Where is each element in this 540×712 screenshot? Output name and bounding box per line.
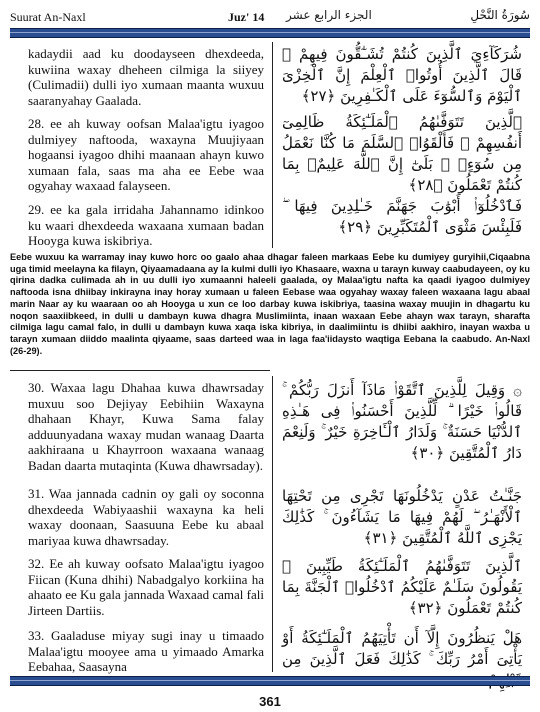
arabic-verse-33: هَلْ يَنظُرُونَ إِلَّآ أَن تَأْتِيَهُمُ ٱلْمَلَـٰٓئِكَةُ أَوْ يَأْتِىَ أَمْرُ رَبِّكَ ۚ كَذَٰلِكَ فَعَلَ ٱلَّذِينَ مِن (282, 629, 522, 668)
section-divider (10, 370, 270, 371)
arabic-verse-32: ٱلَّذِينَ تَتَوَفَّىٰهُمُ ٱلْمَلَـٰٓئِكَةُ طَيِّبِينَ ۙ يَقُولُونَ سَلَـٰمٌ عَلَيْكُمُ ٱدْخُلُوا۟ ٱلْجَنَّةَ بِمَا كُنتُمْ تَعْمَلُونَ ﴿٣٢﴾ (282, 557, 522, 617)
juz-label: Juz' 14 (228, 10, 265, 24)
surah-name-arabic: سُورَةُ النَّحْلِ (470, 8, 530, 22)
arabic-verse-27: شُرَكَآءِيَ ٱلَّذِينَ كُنتُمْ تُشَـٰٓقُّونَ فِيهِمْ ۚ قَالَ ٱلَّذِينَ أُوتُوا۟ ٱلْعِلْمَ إِنَّ ٱلْخِزْىَ ٱلْيَوْمَ وَٱلسُّوٓءَ عَلَى ٱلْكَـٰفِرِينَ ﴿٢٧﴾ (282, 45, 522, 105)
column-divider (272, 42, 273, 248)
translation-verse-33: 33. Gaaladuse miyay sugi inay u timaado Malaa'igtu mooyee ama u yimaado Amarka Eebahaa, Saasayna (28, 628, 264, 675)
surah-name: Suurat An-Naxl (10, 10, 86, 24)
translation-verse-29: 29. ee ka gala irridaha Jahannamo idinkoo ku waari dhexdeeda waxaana xumaan badan Hooyga kuwa iskibriya. (28, 202, 264, 249)
translation-verse-28: 28. ee ah kuway oofsan Malaa'igtu iyagoo dulmiyey naftooda, waxayna Muujiyaan hogaansi iyagoo dhihi maanaan ahayn kuwo xumaan fala, saas ma aha ee Eebe waa ogyahay waxaad falayseen. (28, 116, 264, 194)
page-number: 361 (259, 694, 281, 709)
column-divider (272, 376, 273, 672)
arabic-verse-28: ٱلَّذِينَ تَتَوَفَّىٰهُمُ ٱلْمَلَـٰٓئِكَةُ ظَالِمِىٓ أَنفُسِهِمْ ۖ فَأَلْقَوُا۟ ٱلسَّلَمَ مَا كُنَّا نَعْمَلُ مِن سُوٓءٍۭ ۚ بَلَىٰٓ إِنَّ ٱللَّهَ عَلِيمٌۢ بِمَا كُنتُمْ تَعْمَلُونَ ﴿٢٨﴾ (282, 113, 522, 194)
top-divider-bar (10, 28, 530, 38)
translation-verse-31: 31. Waa jannada cadnin oy gali oy soconna dhexdeeda Wabiyaashii waxayna ka heli waxay doonaan, Saasuuna Eebe ku abaal mariyaa kuwa dhawrsaday. (28, 486, 264, 548)
bottom-divider-bar (10, 676, 530, 686)
translation-verse-32: 32. Ee ah kuway oofsato Malaa'igtu iyagoo Fiican (Kuna dhihi) Nabadgalyo korkiina ha ahaato ee Ku gala jannada Waxaad camal fali Jirteen Dartiis. (28, 556, 264, 618)
translation-verse-27: kadaydii aad ku doodayseen dhexdeeda, kuwiina waxay dheheen cilmiga la siiyey (Culimadii) dulli iyo xumaan maanta wuxuu saaranyahay Gaalada. (28, 46, 264, 108)
commentary-text: Eebe wuxuu ka warramay inay kuwo horc oo gaalo ahaa dhagar faleen markaas Eebe ku dumiyey guryihii,Ciqaabna uga timid meelayna ka filayn, Qiyaamadaana ay la kulmi dulli iyo Khasaare, waxna u tarayn kuway caabudayeen, oy ku qirina dadka culimada ah in uu dulli iyo xumaanni haleeli gaalada, oy Malaa'igtu nafta ka qaadi iyagoo dulmiyey naftooda isna dhiibay inkirayna inay horay xumaan u faleen Eebase waa ogyahay waxay faleen waxaana lagu abaal marin Naar ay ku waaraan oo ah Hooyga u xun ce loo darbay kuwa iskibriya, taasina waxay muujin in dhagartu ku noqon saaxiibkeed, in dulli u dambayn kuwa dhagra Muslimiinta, inaan waxaan Eebe ahayn wax tarayn, sharafta cilmiga lagu camal falo, in dulli u dambayn kuwa xaqa iska kibriya, in daalimiintu is dhiibi aakhiro, inayan waxba u tarayn xumaan diiddo maalinta qiyaame, saas darteed waa in laga faa'iidaysto waqtiga Eebana la caabudo. An-Naxl (26-29). (10, 252, 530, 356)
translation-verse-30: 30. Waxaa lagu Dhahaa kuwa dhawrsaday muxuu soo Dejiyay Eebihiin Waxayna dhahaan Khayr, Kuwa Sama falay adduunyadana waxay mudan wanaag Daarta aakhiraana u Khayrroon waxaana wanaag Badan daarta mutaqinta (Kuwa dhawrsaday). (28, 380, 264, 473)
juz-label-arabic: الجزء الرابع عشر (286, 8, 372, 22)
arabic-verse-31: جَنَّـٰتُ عَدْنٍ يَدْخُلُونَهَا تَجْرِى مِن تَحْتِهَا ٱلْأَنْهَـٰرُ ۖ لَهُمْ فِيهَا مَا يَشَآءُونَ ۚ كَذَٰلِكَ يَجْزِى ٱللَّهُ ٱلْمُتَّقِينَ ﴿٣١﴾ (282, 487, 522, 547)
page-header (10, 8, 530, 26)
arabic-verse-29: فَٱدْخُلُوٓا۟ أَبْوَٰبَ جَهَنَّمَ خَـٰلِدِينَ فِيهَا ۖ فَلَبِئْسَ مَثْوَى ٱلْمُتَكَبِّرِينَ ﴿٢٩﴾ (282, 197, 522, 236)
arabic-verse-30: ۞ وَقِيلَ لِلَّذِينَ ٱتَّقَوْا۟ مَاذَآ أَنزَلَ رَبُّكُمْ ۚ قَالُوا۟ خَيْرًا ۗ لِّلَّذِينَ أَحْسَنُوا۟ فِى هَـٰذِهِ ٱلدُّنْيَا حَسَنَةٌ ۚ وَلَدَارُ ٱلْـَٔاخِرَةِ خَيْرٌ ۚ وَلَنِعْمَ دَارُ ٱلْمُتَّقِينَ ﴿٣٠﴾ (282, 381, 522, 462)
